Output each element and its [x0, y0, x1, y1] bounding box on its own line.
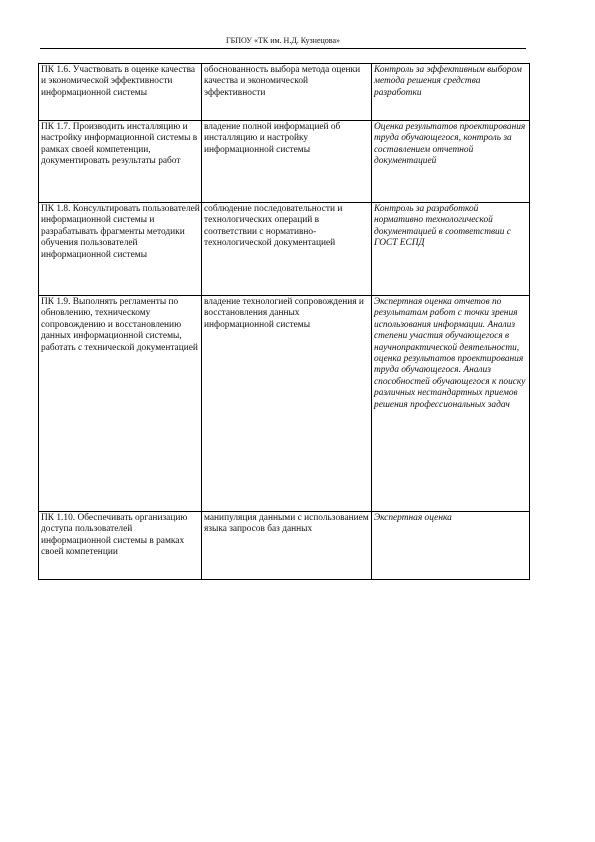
- table-row: [39, 296, 530, 512]
- competence-cell: ПК 1.8. Консультировать пользователей информационной системы и разрабатывать фрагменты методики обучения пользователей информационной системы: [39, 203, 202, 296]
- indicator-cell: соблюдение последовательности и технологических операций в соответствии с нормативно-технологической документацией: [202, 203, 372, 296]
- indicator-cell: манипуляция данными с использованием языка запросов баз данных: [202, 512, 372, 580]
- page-header: ГБПОУ «ТК им. Н.Д. Кузнецова»: [225, 36, 341, 45]
- table-row: [39, 512, 530, 580]
- assessment-cell: Контроль за разработкой нормативно технологической документацией в соответствии с ГОСТ ЕСПД: [372, 203, 530, 296]
- indicator-cell: владение технологией сопровождения и восстановления данных информационной системы: [202, 296, 372, 512]
- table-row: [39, 121, 530, 203]
- assessment-cell: Контроль за эффективным выбором метода решения средства разработки: [372, 64, 530, 121]
- table-row: [39, 64, 530, 121]
- header-rule: [40, 48, 526, 49]
- competence-cell: ПК 1.6. Участвовать в оценке качества и экономической эффективности информационной системы: [39, 64, 202, 121]
- competence-cell: ПК 1.10. Обеспечивать организацию доступа пользователей информационной системы в рамках своей компетенции: [39, 512, 202, 580]
- assessment-cell: Экспертная оценка отчетов по результатам работ с точки зрения использования информации. Анализ степени участия обучающегося в научнопрактической деятельности, оценка результатов проектирования труда обучающегося. Анализ способностей обучающегося к поиску различных нестандартных приемов решения профессиональных задач: [372, 296, 530, 512]
- table-row: [39, 203, 530, 296]
- competence-cell: ПК 1.7. Производить инсталляцию и настройку информационной системы в рамках своей компетенции, документировать результаты работ: [39, 121, 202, 203]
- competence-cell: ПК 1.9. Выполнять регламенты по обновлению, техническому сопровождению и восстановлению данных информационной системы, работать с технической документацией: [39, 296, 202, 512]
- assessment-cell: Оценка результатов проектирования труда обучающегося, контроль за составлением отчетной документацией: [372, 121, 530, 203]
- assessment-cell: Экспертная оценка: [372, 512, 530, 580]
- competence-table: [38, 63, 530, 580]
- indicator-cell: владение полной информацией об инсталляцию и настройку информационной системы: [202, 121, 372, 203]
- indicator-cell: обоснованность выбора метода оценки качества и экономической эффективности: [202, 64, 372, 121]
